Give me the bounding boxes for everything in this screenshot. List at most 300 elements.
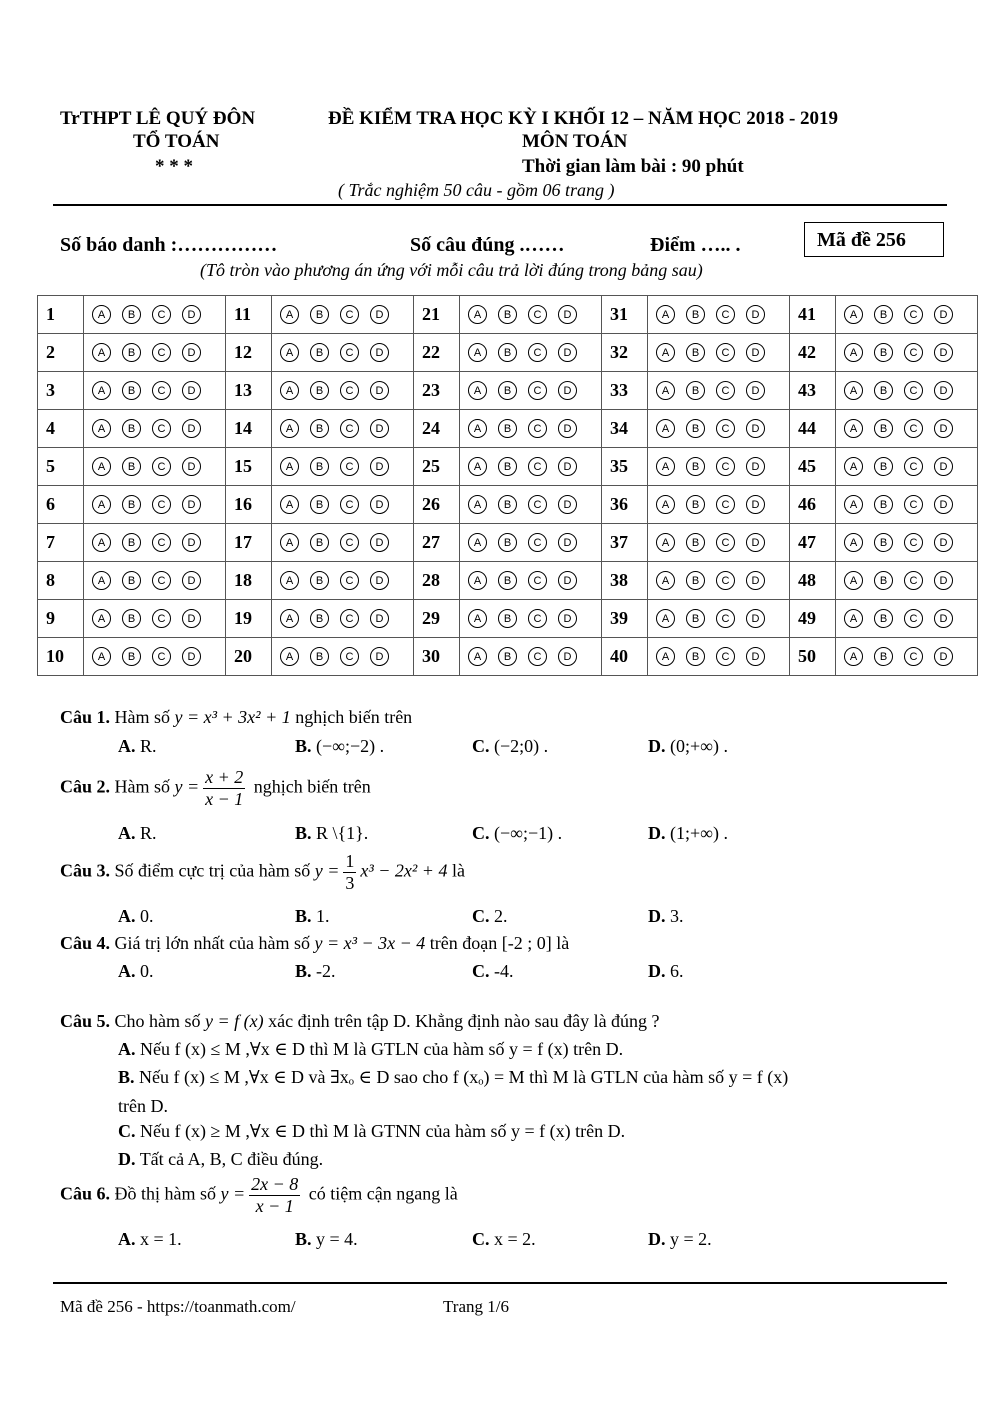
- answer-bubble-c[interactable]: C: [904, 343, 923, 362]
- q1-option-a[interactable]: A. R.: [118, 736, 157, 756]
- answer-bubbles: [272, 410, 414, 448]
- answer-bubble-b[interactable]: B: [122, 381, 141, 400]
- answer-bubble-b[interactable]: B: [686, 533, 705, 552]
- answer-bubble-d[interactable]: D: [934, 457, 953, 476]
- answer-bubble-a[interactable]: A: [92, 647, 111, 666]
- answer-bubble-b[interactable]: B: [310, 533, 329, 552]
- q3-option-c[interactable]: C. 2.: [472, 906, 508, 926]
- answer-bubbles: [84, 638, 226, 676]
- answer-bubble-c[interactable]: C: [904, 457, 923, 476]
- answer-bubble-b[interactable]: B: [122, 419, 141, 438]
- answer-bubble-d[interactable]: D: [558, 609, 577, 628]
- answer-bubble-d[interactable]: D: [370, 457, 389, 476]
- answer-bubble-b[interactable]: B: [498, 419, 517, 438]
- question-number: 23: [414, 372, 460, 410]
- q6-option-b[interactable]: B. y = 4.: [295, 1229, 358, 1249]
- question-number: 1: [38, 296, 84, 334]
- answer-bubble-a[interactable]: A: [92, 495, 111, 514]
- answer-bubble-a[interactable]: A: [92, 571, 111, 590]
- answer-bubble-c[interactable]: C: [716, 457, 735, 476]
- question-text: có tiệm cận ngang là: [308, 1183, 458, 1204]
- answer-bubble-c[interactable]: C: [528, 609, 547, 628]
- answer-bubble-a[interactable]: A: [656, 305, 675, 324]
- answer-bubble-b[interactable]: B: [310, 419, 329, 438]
- answer-bubble-a[interactable]: A: [656, 381, 675, 400]
- answer-bubble-b[interactable]: B: [122, 495, 141, 514]
- answer-bubble-a[interactable]: A: [656, 419, 675, 438]
- answer-bubble-c[interactable]: C: [340, 343, 359, 362]
- answer-bubble-a[interactable]: A: [656, 571, 675, 590]
- answer-bubble-b[interactable]: B: [310, 647, 329, 666]
- answer-bubble-d[interactable]: D: [558, 533, 577, 552]
- answer-bubble-b[interactable]: B: [498, 533, 517, 552]
- correct-count-field: Số câu đúng .……: [410, 234, 565, 256]
- answer-bubble-d[interactable]: D: [370, 305, 389, 324]
- answer-bubble-d[interactable]: D: [370, 381, 389, 400]
- answer-bubble-b[interactable]: B: [686, 343, 705, 362]
- answer-bubble-a[interactable]: A: [280, 647, 299, 666]
- question-number: 7: [38, 524, 84, 562]
- answer-bubbles: [84, 334, 226, 372]
- answer-bubble-c[interactable]: C: [904, 571, 923, 590]
- answer-bubble-d[interactable]: D: [182, 343, 201, 362]
- question-number: 34: [602, 410, 648, 448]
- question-number: 33: [602, 372, 648, 410]
- answer-bubble-c[interactable]: C: [340, 305, 359, 324]
- answer-bubble-b[interactable]: B: [686, 381, 705, 400]
- department: TỔ TOÁN: [133, 131, 220, 152]
- answer-bubble-b[interactable]: B: [310, 609, 329, 628]
- answer-bubble-d[interactable]: D: [370, 609, 389, 628]
- question-number: 8: [38, 562, 84, 600]
- footer-code-url: Mã đề 256 - https://toanmath.com/: [60, 1297, 296, 1316]
- answer-bubble-a[interactable]: A: [844, 381, 863, 400]
- answer-bubble-a[interactable]: A: [468, 533, 487, 552]
- q5-option-b[interactable]: B. Nếu f (x) ≤ M ,∀x ∈ D và ∃xₒ ∈ D sao cho f (xₒ) = M thì M là GTLN của hàm số y = f (x): [118, 1067, 789, 1087]
- answer-bubble-b[interactable]: B: [874, 343, 893, 362]
- answer-bubbles: [84, 486, 226, 524]
- answer-bubbles: [460, 600, 602, 638]
- q6-option-a[interactable]: A. x = 1.: [118, 1229, 182, 1249]
- question-6: [60, 1174, 458, 1216]
- question-number: 3: [38, 372, 84, 410]
- answer-bubble-b[interactable]: B: [122, 609, 141, 628]
- answer-row: [38, 524, 978, 562]
- answer-bubble-b[interactable]: B: [122, 647, 141, 666]
- answer-bubble-c[interactable]: C: [152, 419, 171, 438]
- answer-bubble-b[interactable]: B: [874, 457, 893, 476]
- answer-bubble-a[interactable]: A: [844, 609, 863, 628]
- answer-bubble-b[interactable]: B: [874, 571, 893, 590]
- answer-bubble-b[interactable]: B: [874, 495, 893, 514]
- question-number: 41: [790, 296, 836, 334]
- question-text: nghịch biến trên: [253, 776, 371, 797]
- answer-bubble-d[interactable]: D: [182, 647, 201, 666]
- fill-instruction: (Tô tròn vào phương án ứng với mỗi câu trả lời đúng trong bảng sau): [200, 260, 703, 280]
- answer-bubble-a[interactable]: A: [844, 647, 863, 666]
- question-number: 27: [414, 524, 460, 562]
- footer-divider: [53, 1282, 947, 1284]
- answer-bubble-a[interactable]: A: [280, 495, 299, 514]
- answer-bubble-d[interactable]: D: [746, 647, 765, 666]
- answer-bubbles: [84, 448, 226, 486]
- answer-bubble-b[interactable]: B: [874, 533, 893, 552]
- answer-bubble-b[interactable]: B: [686, 647, 705, 666]
- answer-bubble-a[interactable]: A: [468, 457, 487, 476]
- answer-bubble-c[interactable]: C: [340, 495, 359, 514]
- answer-bubble-c[interactable]: C: [716, 571, 735, 590]
- answer-bubble-c[interactable]: C: [528, 457, 547, 476]
- answer-bubble-b[interactable]: B: [874, 609, 893, 628]
- answer-bubble-b[interactable]: B: [498, 647, 517, 666]
- answer-bubble-d[interactable]: D: [182, 457, 201, 476]
- answer-bubble-b[interactable]: B: [498, 381, 517, 400]
- answer-bubble-a[interactable]: A: [468, 647, 487, 666]
- answer-bubble-c[interactable]: C: [716, 609, 735, 628]
- math-expression: y = x³ − 3x − 4: [314, 933, 426, 953]
- answer-bubble-a[interactable]: A: [280, 571, 299, 590]
- answer-bubbles: [460, 524, 602, 562]
- answer-bubble-a[interactable]: A: [280, 381, 299, 400]
- answer-bubble-a[interactable]: A: [844, 419, 863, 438]
- answer-bubble-a[interactable]: A: [468, 381, 487, 400]
- answer-bubble-a[interactable]: A: [844, 305, 863, 324]
- answer-bubble-a[interactable]: A: [468, 495, 487, 514]
- answer-bubble-b[interactable]: B: [874, 381, 893, 400]
- answer-bubble-c[interactable]: C: [528, 571, 547, 590]
- answer-bubble-a[interactable]: A: [280, 533, 299, 552]
- answer-bubble-d[interactable]: D: [182, 305, 201, 324]
- answer-bubbles: [84, 410, 226, 448]
- answer-bubbles: [460, 448, 602, 486]
- answer-bubble-d[interactable]: D: [746, 571, 765, 590]
- answer-bubble-a[interactable]: A: [280, 457, 299, 476]
- answer-bubble-c[interactable]: C: [340, 381, 359, 400]
- answer-bubble-a[interactable]: A: [468, 571, 487, 590]
- answer-bubble-c[interactable]: C: [528, 305, 547, 324]
- answer-bubble-c[interactable]: C: [152, 647, 171, 666]
- answer-bubble-d[interactable]: D: [746, 419, 765, 438]
- question-number: 43: [790, 372, 836, 410]
- answer-bubble-b[interactable]: B: [686, 419, 705, 438]
- answer-bubble-a[interactable]: A: [92, 609, 111, 628]
- answer-bubble-c[interactable]: C: [528, 647, 547, 666]
- question-number: 21: [414, 296, 460, 334]
- answer-bubble-d[interactable]: D: [558, 343, 577, 362]
- question-number: 22: [414, 334, 460, 372]
- question-number: 5: [38, 448, 84, 486]
- answer-bubble-b[interactable]: B: [874, 419, 893, 438]
- answer-bubble-d[interactable]: D: [370, 419, 389, 438]
- answer-bubbles: [84, 372, 226, 410]
- answer-bubble-d[interactable]: D: [558, 381, 577, 400]
- answer-bubble-a[interactable]: A: [280, 419, 299, 438]
- fraction: $\frac{2x - 8}{x - 1}$: [251, 1174, 299, 1216]
- q2-option-c[interactable]: C. (−∞;−1) .: [472, 823, 563, 843]
- answer-bubble-a[interactable]: A: [468, 419, 487, 438]
- question-text: là: [451, 860, 465, 881]
- answer-bubble-b[interactable]: B: [498, 495, 517, 514]
- answer-bubble-d[interactable]: D: [558, 495, 577, 514]
- answer-bubble-a[interactable]: A: [656, 609, 675, 628]
- answer-bubble-d[interactable]: D: [558, 571, 577, 590]
- answer-bubble-d[interactable]: D: [746, 343, 765, 362]
- answer-bubble-d[interactable]: D: [370, 495, 389, 514]
- answer-bubble-d[interactable]: D: [746, 533, 765, 552]
- answer-bubble-c[interactable]: C: [528, 381, 547, 400]
- q3-option-b[interactable]: B. 1.: [295, 906, 330, 926]
- answer-bubble-d[interactable]: D: [934, 571, 953, 590]
- answer-bubble-c[interactable]: C: [716, 419, 735, 438]
- q3-option-d[interactable]: D. 3.: [648, 906, 684, 926]
- question-number: 29: [414, 600, 460, 638]
- question-text: Số điểm cực trị của hàm số: [114, 860, 311, 881]
- answer-bubble-d[interactable]: D: [182, 419, 201, 438]
- answer-bubble-c[interactable]: C: [904, 495, 923, 514]
- answer-bubble-c[interactable]: C: [904, 533, 923, 552]
- math-expression: x³ − 2x² + 4: [360, 860, 448, 881]
- answer-bubble-b[interactable]: B: [122, 305, 141, 324]
- q4-option-b[interactable]: B. -2.: [295, 961, 336, 981]
- answer-bubble-a[interactable]: A: [844, 343, 863, 362]
- answer-bubble-a[interactable]: A: [280, 305, 299, 324]
- answer-bubble-a[interactable]: A: [92, 305, 111, 324]
- answer-bubble-a[interactable]: A: [468, 609, 487, 628]
- q1-option-c[interactable]: C. (−2;0) .: [472, 736, 549, 756]
- answer-bubble-c[interactable]: C: [716, 381, 735, 400]
- answer-bubbles: [836, 448, 978, 486]
- question-text: Giá trị lớn nhất của hàm số: [114, 933, 310, 953]
- answer-bubble-a[interactable]: A: [280, 609, 299, 628]
- answer-bubble-b[interactable]: B: [686, 609, 705, 628]
- answer-bubble-d[interactable]: D: [370, 343, 389, 362]
- answer-bubble-c[interactable]: C: [152, 305, 171, 324]
- answer-bubbles: [836, 486, 978, 524]
- answer-bubble-d[interactable]: D: [934, 495, 953, 514]
- answer-bubbles: [272, 372, 414, 410]
- answer-bubble-c[interactable]: C: [528, 343, 547, 362]
- answer-bubble-c[interactable]: C: [716, 495, 735, 514]
- score-field: Điểm ….. .: [650, 234, 741, 256]
- question-number: 4: [38, 410, 84, 448]
- answer-bubble-d[interactable]: D: [934, 381, 953, 400]
- answer-bubble-d[interactable]: D: [746, 457, 765, 476]
- answer-bubble-c[interactable]: C: [716, 343, 735, 362]
- answer-bubbles: [84, 524, 226, 562]
- answer-bubble-c[interactable]: C: [904, 305, 923, 324]
- answer-bubble-d[interactable]: D: [934, 343, 953, 362]
- answer-bubble-a[interactable]: A: [656, 457, 675, 476]
- answer-bubble-d[interactable]: D: [182, 381, 201, 400]
- answer-bubble-a[interactable]: A: [844, 533, 863, 552]
- answer-bubble-c[interactable]: C: [528, 533, 547, 552]
- question-text: xác định trên tập D. Khẳng định nào sau đây là đúng ?: [268, 1011, 660, 1031]
- answer-bubble-b[interactable]: B: [686, 305, 705, 324]
- answer-bubble-c[interactable]: C: [340, 419, 359, 438]
- q1-option-d[interactable]: D. (0;+∞) .: [648, 736, 728, 756]
- answer-bubble-a[interactable]: A: [656, 495, 675, 514]
- answer-bubbles: [272, 334, 414, 372]
- answer-bubble-b[interactable]: B: [686, 571, 705, 590]
- math-expression: y = x³ + 3x² + 1: [174, 707, 291, 727]
- answer-bubble-d[interactable]: D: [558, 419, 577, 438]
- answer-bubble-b[interactable]: B: [874, 305, 893, 324]
- q2-option-b[interactable]: B. R \{1}.: [295, 823, 369, 843]
- answer-bubble-d[interactable]: D: [934, 419, 953, 438]
- answer-bubble-c[interactable]: C: [152, 571, 171, 590]
- answer-bubble-b[interactable]: B: [310, 495, 329, 514]
- question-number: 45: [790, 448, 836, 486]
- q6-option-d[interactable]: D. y = 2.: [648, 1229, 712, 1249]
- answer-bubble-d[interactable]: D: [182, 571, 201, 590]
- answer-bubble-b[interactable]: B: [122, 343, 141, 362]
- answer-bubble-b[interactable]: B: [310, 343, 329, 362]
- question-number: 2: [38, 334, 84, 372]
- answer-bubble-c[interactable]: C: [716, 647, 735, 666]
- answer-bubble-d[interactable]: D: [370, 647, 389, 666]
- answer-bubbles: [648, 524, 790, 562]
- school-name: TrTHPT LÊ QUÝ ĐÔN: [60, 108, 256, 129]
- q5-option-d[interactable]: D. Tất cả A, B, C điều đúng.: [118, 1149, 324, 1169]
- question-number: 17: [226, 524, 272, 562]
- question-number: 42: [790, 334, 836, 372]
- q5-option-c[interactable]: C. Nếu f (x) ≥ M ,∀x ∈ D thì M là GTNN của hàm số y = f (x) trên D.: [118, 1121, 626, 1141]
- answer-bubble-a[interactable]: A: [844, 457, 863, 476]
- answer-bubble-c[interactable]: C: [152, 343, 171, 362]
- answer-bubble-b[interactable]: B: [310, 457, 329, 476]
- q4-option-c[interactable]: C. -4.: [472, 961, 514, 981]
- answer-bubble-b[interactable]: B: [686, 495, 705, 514]
- answer-bubble-a[interactable]: A: [280, 343, 299, 362]
- q4-option-d[interactable]: D. 6.: [648, 961, 684, 981]
- answer-bubble-d[interactable]: D: [182, 533, 201, 552]
- answer-bubble-a[interactable]: A: [656, 647, 675, 666]
- answer-bubble-c[interactable]: C: [904, 609, 923, 628]
- q6-option-c[interactable]: C. x = 2.: [472, 1229, 536, 1249]
- answer-bubble-a[interactable]: A: [468, 343, 487, 362]
- answer-bubble-c[interactable]: C: [904, 647, 923, 666]
- answer-row: [38, 372, 978, 410]
- answer-bubble-c[interactable]: C: [904, 381, 923, 400]
- answer-bubble-d[interactable]: D: [934, 533, 953, 552]
- answer-bubble-a[interactable]: A: [92, 419, 111, 438]
- answer-bubble-d[interactable]: D: [370, 533, 389, 552]
- q4-option-a[interactable]: A. 0.: [118, 961, 154, 981]
- answer-bubble-c[interactable]: C: [340, 533, 359, 552]
- answer-bubble-d[interactable]: D: [934, 609, 953, 628]
- answer-bubble-b[interactable]: B: [122, 571, 141, 590]
- answer-bubble-c[interactable]: C: [904, 419, 923, 438]
- question-text: Đồ thị hàm số: [114, 1183, 217, 1204]
- answer-bubble-b[interactable]: B: [498, 609, 517, 628]
- question-number: 40: [602, 638, 648, 676]
- answer-bubbles: [272, 296, 414, 334]
- answer-bubbles: [648, 372, 790, 410]
- answer-bubble-b[interactable]: B: [498, 343, 517, 362]
- answer-bubble-d[interactable]: D: [934, 305, 953, 324]
- answer-bubble-c[interactable]: C: [716, 533, 735, 552]
- answer-bubbles: [272, 486, 414, 524]
- header-stars: * * *: [155, 156, 193, 177]
- question-text: Hàm số: [114, 707, 171, 727]
- answer-bubble-c[interactable]: C: [152, 533, 171, 552]
- q1-option-b[interactable]: B. (−∞;−2) .: [295, 736, 385, 756]
- answer-bubble-d[interactable]: D: [746, 381, 765, 400]
- question-number: 39: [602, 600, 648, 638]
- answer-bubble-c[interactable]: C: [152, 495, 171, 514]
- question-number: 19: [226, 600, 272, 638]
- answer-bubbles: [84, 600, 226, 638]
- answer-bubble-a[interactable]: A: [468, 305, 487, 324]
- answer-bubble-c[interactable]: C: [528, 419, 547, 438]
- question-text: trên đoạn [-2 ; 0] là: [429, 933, 570, 953]
- answer-bubble-d[interactable]: D: [558, 647, 577, 666]
- answer-bubble-b[interactable]: B: [686, 457, 705, 476]
- answer-bubble-d[interactable]: D: [558, 457, 577, 476]
- answer-bubble-b[interactable]: B: [310, 381, 329, 400]
- answer-bubble-b[interactable]: B: [122, 533, 141, 552]
- answer-bubble-b[interactable]: B: [122, 457, 141, 476]
- answer-bubble-a[interactable]: A: [656, 533, 675, 552]
- answer-bubble-d[interactable]: D: [934, 647, 953, 666]
- answer-bubble-c[interactable]: C: [340, 609, 359, 628]
- q2-option-a[interactable]: A. R.: [118, 823, 157, 843]
- answer-bubble-c[interactable]: C: [152, 457, 171, 476]
- question-number: 35: [602, 448, 648, 486]
- question-1: [60, 707, 412, 728]
- answer-bubble-c[interactable]: C: [340, 571, 359, 590]
- answer-bubble-a[interactable]: A: [92, 533, 111, 552]
- answer-bubble-b[interactable]: B: [310, 305, 329, 324]
- answer-bubble-d[interactable]: D: [746, 495, 765, 514]
- answer-bubble-d[interactable]: D: [370, 571, 389, 590]
- answer-bubble-d[interactable]: D: [746, 609, 765, 628]
- answer-bubble-c[interactable]: C: [340, 647, 359, 666]
- q3-option-a[interactable]: A. 0.: [118, 906, 154, 926]
- answer-bubble-a[interactable]: A: [92, 381, 111, 400]
- answer-bubble-a[interactable]: A: [844, 571, 863, 590]
- answer-bubble-a[interactable]: A: [92, 457, 111, 476]
- question-number: 9: [38, 600, 84, 638]
- question-number: 14: [226, 410, 272, 448]
- answer-bubble-b[interactable]: B: [498, 571, 517, 590]
- answer-bubble-b[interactable]: B: [874, 647, 893, 666]
- answer-bubble-c[interactable]: C: [152, 381, 171, 400]
- answer-bubble-c[interactable]: C: [152, 609, 171, 628]
- question-number: 16: [226, 486, 272, 524]
- answer-bubble-a[interactable]: A: [92, 343, 111, 362]
- answer-bubble-c[interactable]: C: [716, 305, 735, 324]
- answer-bubble-d[interactable]: D: [558, 305, 577, 324]
- answer-bubble-a[interactable]: A: [844, 495, 863, 514]
- answer-bubble-d[interactable]: D: [182, 495, 201, 514]
- answer-bubble-b[interactable]: B: [498, 457, 517, 476]
- answer-bubble-d[interactable]: D: [182, 609, 201, 628]
- answer-bubbles: [460, 638, 602, 676]
- question-number: 49: [790, 600, 836, 638]
- answer-bubble-b[interactable]: B: [310, 571, 329, 590]
- question-number: 48: [790, 562, 836, 600]
- answer-bubbles: [836, 600, 978, 638]
- answer-row: [38, 410, 978, 448]
- answer-bubble-c[interactable]: C: [340, 457, 359, 476]
- answer-bubble-d[interactable]: D: [746, 305, 765, 324]
- q5-option-a[interactable]: A. Nếu f (x) ≤ M ,∀x ∈ D thì M là GTLN của hàm số y = f (x) trên D.: [118, 1039, 624, 1059]
- answer-bubble-a[interactable]: A: [656, 343, 675, 362]
- answer-bubble-c[interactable]: C: [528, 495, 547, 514]
- q2-option-d[interactable]: D. (1;+∞) .: [648, 823, 728, 843]
- answer-bubble-b[interactable]: B: [498, 305, 517, 324]
